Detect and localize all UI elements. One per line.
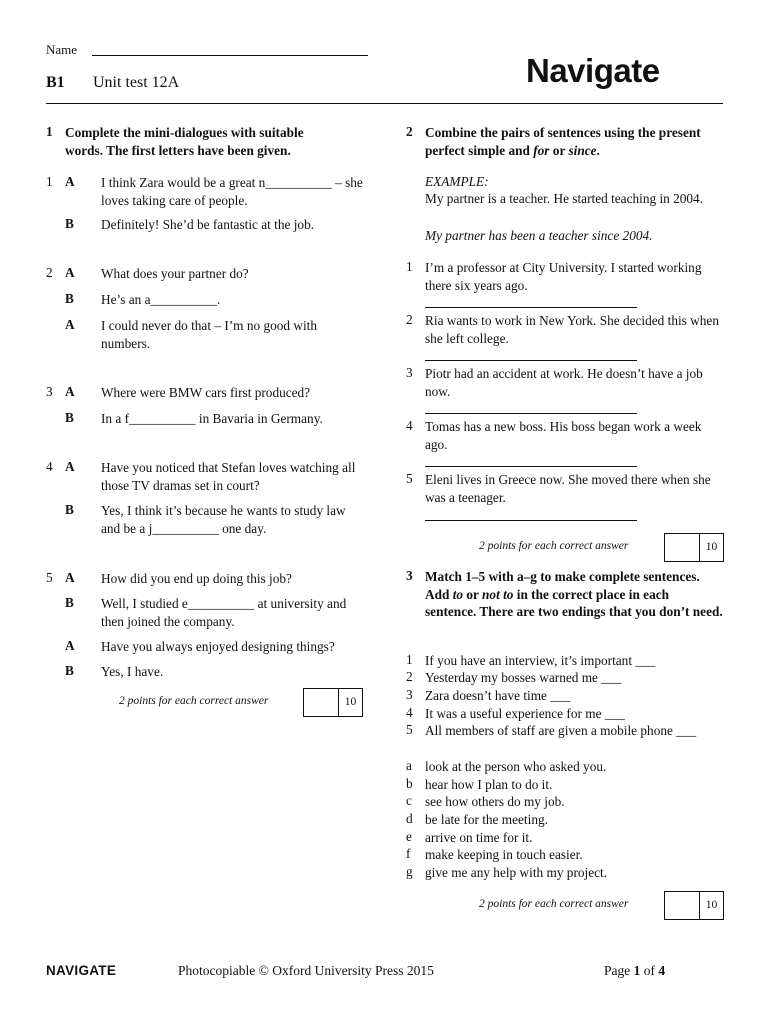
start-text: Yesterday my bosses warned me ___: [425, 670, 622, 685]
page-of: of: [640, 963, 659, 978]
section3-score-box[interactable]: [664, 891, 724, 920]
speaker-label: A: [65, 638, 75, 653]
page-total: 4: [658, 963, 666, 978]
start-text: It was a useful experience for me ___: [425, 706, 625, 721]
footer-copyright: Photocopiable © Oxford University Press 2015: [178, 963, 434, 978]
instruction-since: since: [568, 142, 597, 158]
dialogue-4-number: 4: [46, 459, 53, 474]
instruction-text: or: [463, 586, 483, 602]
start-5-number: 5: [406, 722, 413, 737]
start-1-number: 1: [406, 652, 413, 667]
ending-b-letter: b: [406, 776, 413, 791]
section3-instruction: [425, 568, 723, 621]
answer-blank[interactable]: __________: [152, 520, 219, 536]
section1-points-text: 2 points for each correct answer: [119, 695, 269, 707]
answer-blank[interactable]: __________: [129, 411, 196, 426]
dialogue-text: Where were BMW cars first produced?: [101, 385, 311, 400]
speaker-label: B: [65, 663, 74, 678]
speaker-label: B: [65, 595, 74, 610]
speaker-label: B: [65, 216, 74, 231]
dialogue-text: I could never do that – I’m no good with numbers.: [101, 318, 318, 351]
start-text: Zara doesn’t have time ___: [425, 688, 571, 703]
speaker-label: B: [65, 502, 74, 517]
dialogue-text: In a f: [101, 411, 130, 426]
item-2-number: 2: [406, 312, 413, 327]
instruction-not-to: not to: [482, 586, 514, 602]
answer-blank[interactable]: __________: [150, 292, 217, 307]
ending-d-letter: d: [406, 811, 413, 826]
dialogue-text: He’s an a: [101, 292, 151, 307]
speaker-label: B: [65, 410, 74, 425]
answer-line[interactable]: [425, 466, 637, 467]
item-3-number: 3: [406, 365, 413, 380]
instruction-text: or: [549, 142, 569, 158]
ending-e-letter: e: [406, 829, 412, 844]
speaker-label: A: [65, 384, 75, 399]
section2-max-score: 10: [705, 541, 718, 553]
ending-text: give me any help with my project.: [425, 865, 608, 880]
item-text: I’m a professor at City University. I started working there six years ago.: [425, 260, 702, 293]
dialogue-line: [101, 595, 363, 630]
ending-text: make keeping in touch easier.: [425, 847, 583, 862]
dialogue-text: – she loves taking care of people.: [101, 175, 363, 208]
instruction-for: for: [533, 142, 550, 158]
item-5-number: 5: [406, 471, 413, 486]
header-rule: [46, 103, 723, 104]
item-text: Eleni lives in Greece now. She moved there when she was a teenager.: [425, 472, 711, 505]
name-label: Name: [46, 42, 78, 57]
section2-instruction: [425, 124, 723, 159]
ending-text: hear how I plan to do it.: [425, 777, 553, 792]
section1-score-box[interactable]: [303, 688, 363, 717]
dialogue-text: Yes, I have.: [101, 664, 164, 679]
speaker-label: A: [65, 317, 75, 332]
answer-line[interactable]: [425, 520, 637, 521]
page-indicator: [604, 963, 665, 979]
ending-f-letter: f: [406, 846, 411, 861]
start-3-number: 3: [406, 687, 413, 702]
ending-text: look at the person who asked you.: [425, 759, 607, 774]
speaker-label: A: [65, 459, 75, 474]
dialogue-text: What does your partner do?: [101, 266, 249, 281]
start-text: All members of staff are given a mobile phone ___: [425, 723, 697, 738]
instruction-text: Match 1–5 with a–g to make complete sentences. Add: [425, 569, 700, 602]
speaker-label: A: [65, 570, 75, 585]
ending-text: arrive on time for it.: [425, 830, 533, 845]
section2-points-text: 2 points for each correct answer: [479, 540, 629, 552]
dialogue-3-number: 3: [46, 384, 53, 399]
dialogue-line: [101, 174, 363, 209]
brand-logo: Navigate: [526, 52, 660, 89]
speaker-label: A: [65, 174, 75, 189]
ending-c-letter: c: [406, 793, 412, 808]
example-text: My partner is a teacher. He started teaching in 2004.: [425, 191, 704, 206]
ending-a-letter: a: [406, 758, 412, 773]
speaker-label: A: [65, 265, 75, 280]
section3-points-text: 2 points for each correct answer: [479, 898, 629, 910]
example-answer: My partner has been a teacher since 2004.: [425, 228, 653, 243]
instruction-text: Combine the pairs of sentences using the present perfect simple and: [425, 125, 701, 158]
dialogue-line: [101, 502, 363, 537]
start-2-number: 2: [406, 669, 413, 684]
dialogue-text: .: [216, 292, 221, 307]
section1-max-score: 10: [344, 696, 357, 708]
dialogue-text: Definitely! She’d be fantastic at the job.: [101, 217, 315, 232]
dialogue-text: Well, I studied e: [101, 596, 188, 611]
item-text: Piotr had an accident at work. He doesn’t have a job now.: [425, 366, 703, 399]
dialogue-text: in Bavaria in Germany.: [195, 411, 323, 426]
dialogue-text: one day.: [218, 520, 267, 536]
speaker-label: B: [65, 291, 74, 306]
item-4-number: 4: [406, 418, 413, 433]
answer-blank[interactable]: __________: [187, 596, 255, 611]
instruction-text: in the correct place in each sentence. There are two endings that you don’t need.: [425, 586, 723, 619]
answer-blank[interactable]: __________: [265, 175, 332, 190]
start-text: If you have an interview, it’s important ___: [425, 653, 656, 668]
instruction-text: .: [596, 142, 600, 158]
dialogue-text: How did you end up doing this job?: [101, 571, 292, 586]
item-text: Tomas has a new boss. His boss began work a week ago.: [425, 419, 702, 452]
ending-g-letter: g: [406, 864, 413, 879]
page-label: Page: [604, 963, 634, 978]
footer-brand: NAVIGATE: [46, 963, 117, 978]
page-title: Unit test 12A: [93, 74, 180, 91]
dialogue-line: [101, 291, 363, 309]
dialogue-5-number: 5: [46, 570, 53, 585]
dialogue-text: Have you always enjoyed designing things?: [101, 639, 335, 654]
instruction-to: to: [452, 586, 464, 602]
dialogue-line: [101, 410, 363, 428]
section1-instruction: Complete the mini-dialogues with suitable words. The first letters have been given.: [65, 125, 304, 158]
section2-number: 2: [406, 124, 413, 139]
start-4-number: 4: [406, 705, 413, 720]
section2-score-box[interactable]: [664, 533, 724, 562]
name-line[interactable]: [92, 55, 368, 56]
dialogue-1-number: 1: [46, 174, 53, 189]
example-label: EXAMPLE:: [425, 174, 489, 189]
dialogue-2-number: 2: [46, 265, 53, 280]
page-number: 1: [633, 963, 641, 978]
section3-number: 3: [406, 568, 413, 583]
section3-max-score: 10: [705, 899, 718, 911]
dialogue-text: Have you noticed that Stefan loves watching all those TV dramas set in court?: [101, 460, 356, 493]
answer-line[interactable]: [425, 360, 637, 361]
dialogue-text: I think Zara would be a great n: [101, 175, 266, 190]
section1-number: 1: [46, 124, 53, 139]
answer-line[interactable]: [425, 413, 637, 414]
ending-text: see how others do my job.: [425, 794, 565, 809]
dialogue-text: at university and then joined the company.: [101, 596, 347, 629]
item-1-number: 1: [406, 259, 413, 274]
dialogue-text: Yes, I think it’s because he wants to study law and be a j: [101, 503, 346, 536]
answer-line[interactable]: [425, 307, 637, 308]
ending-text: be late for the meeting.: [425, 812, 548, 827]
item-text: Ria wants to work in New York. She decided this when she left college.: [425, 313, 719, 346]
level-label: B1: [46, 74, 65, 91]
